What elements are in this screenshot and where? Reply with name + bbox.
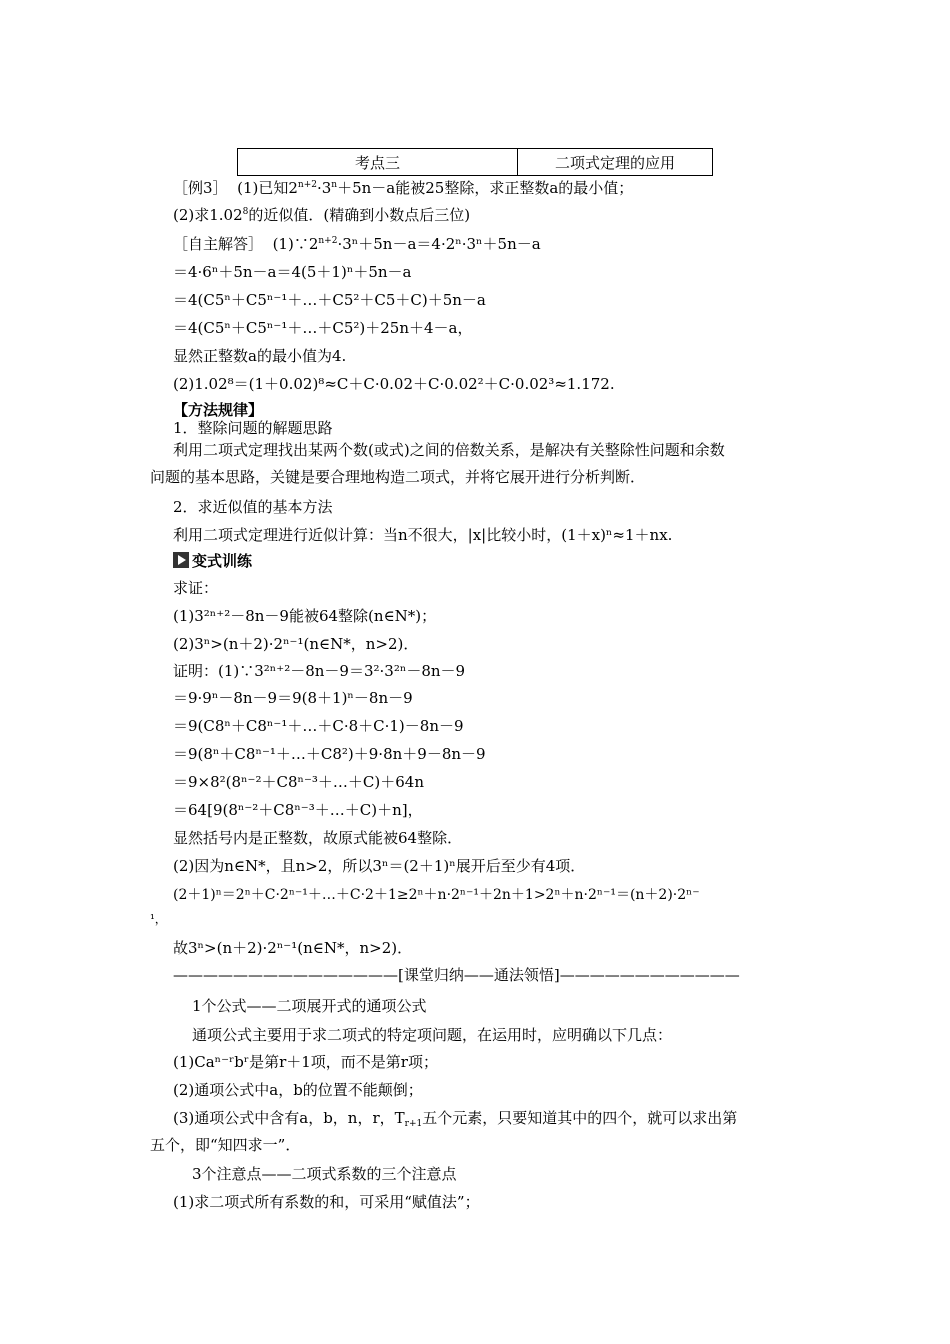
method-p1-line1: 利用二项式定理找出某两个数(或式)之间的倍数关系，是解决有关整除性问题和余数 [173,441,725,459]
summary-point-3-cont: 五个，即“知四求一”． [150,1136,301,1154]
example-question-2 [173,205,470,225]
solution-line-5: 显然正整数a的最小值为4. [173,347,347,365]
solution-line-2: ＝4·6ⁿ＋5n－a＝4(5＋1)ⁿ＋5n－a [173,263,412,281]
variant-item-1: (1)3²ⁿ⁺²－8n－9能被64整除(n∈N*)； [173,607,437,625]
variant-prove: 求证： [173,579,219,597]
proof-line-5: ＝9×8²(8ⁿ⁻²＋C8ⁿ⁻³＋…＋C)＋64n [173,773,425,791]
topic-title: 二项式定理的应用 [554,153,675,172]
summary-formula-intro: 通项公式主要用于求二项式的特定项问题，在运用时，应明确以下几点： [192,1026,673,1044]
proof-line-2: ＝9·9ⁿ－8n－9＝9(8＋1)ⁿ－8n－9 [173,689,413,707]
summary-formula-title: 1个公式——二项展开式的通项公式 [192,997,427,1015]
method-p2-line: 利用二项式定理进行近似计算：当n不很大，|x|比较小时，(1＋x)ⁿ≈1＋nx. [173,526,673,544]
solution-line-1-rest: ·3ⁿ＋5n－a＝4·2ⁿ·3ⁿ＋5n－a [337,235,541,253]
proof-line-9: (2＋1)ⁿ＝2ⁿ＋C·2ⁿ⁻¹＋…＋C·2＋1≥2ⁿ＋n·2ⁿ⁻¹＋2n＋1>2ⁿ＋n·2ⁿ⁻¹＝(n＋2)·2ⁿ⁻ [173,887,700,903]
play-triangle-icon [173,552,189,568]
example-q1-tail: ＋5n－a能被25整除，求正整数a的最小值； [337,179,634,197]
method-title: 【方法规律】 [173,401,264,419]
proof-line-6: ＝64[9(8ⁿ⁻²＋C8ⁿ⁻³＋…＋C)＋n]， [173,801,423,819]
summary-point-3-tail: 五个元素，只要知道其中的四个，就可以求出第 [422,1109,738,1127]
method-p1-line2: 问题的基本思路，关键是要合理地构造二项式，并将它展开进行分析判断． [150,468,646,486]
proof-line-3: ＝9(C8ⁿ＋C8ⁿ⁻¹＋…＋C·8＋C·1)－8n－9 [173,717,464,735]
proof-line-7: 显然括号内是正整数，故原式能被64整除． [173,829,463,847]
summary-point-3-start: (3)通项公式中含有a，b，n，r，T [173,1109,405,1127]
proof-line-10: ¹， [150,912,167,926]
variant-item-2: (2)3ⁿ>(n＋2)·2ⁿ⁻¹(n∈N*，n>2)． [173,635,419,653]
variant-title [173,551,252,571]
proof-line-4: ＝9(8ⁿ＋C8ⁿ⁻¹＋…＋C8²)＋9·8n＋9－8n－9 [173,745,486,763]
example-q2-tail: 的近似值．(精确到小数点后三位) [248,206,471,224]
topic-header-table [237,148,713,176]
solution-line-4: ＝4(C5ⁿ＋C5ⁿ⁻¹＋…＋C5²)＋25n＋4－a， [173,319,473,337]
example-question-1 [173,178,633,198]
topic-label: 考点三 [238,149,518,175]
solution-line-1: ［自主解答］ $(1)\because 2^{n+2}\cdot 3^n+5n-a=4\cdot 2^n\cdot 3^n+5n-a$ [173,235,541,253]
summary-point-3 [173,1108,737,1128]
example-tag: ［例3］ [173,179,228,197]
proof-line-8: (2)因为n∈N*，且n>2，所以3ⁿ＝(2＋1)ⁿ展开后至少有4项． [173,857,586,875]
solution-line-6: (2)1.02⁸＝(1＋0.02)⁸≈C＋C·0.02＋C·0.02²＋C·0.02³≈1.172. [173,375,615,393]
solution-line-1-start: (1)∵2 [272,235,319,253]
example-q2-text: (2)求1.02 [173,206,243,224]
proof-line-11: 故3ⁿ>(n＋2)·2ⁿ⁻¹(n∈N*，n>2)． [173,939,413,957]
summary-point-3-sub: r+1 [404,1119,423,1129]
solution-line-3: ＝4(C5ⁿ＋C5ⁿ⁻¹＋…＋C5²＋C5＋C)＋5n－a [173,291,486,309]
summary-point-1: (1)Caⁿ⁻ʳbʳ是第r＋1项，而不是第r项； [173,1053,438,1071]
proof-line-1: 证明：(1)∵3²ⁿ⁺²－8n－9＝3²·3²ⁿ－8n－9 [173,662,466,680]
method-p1-title: 1．整除问题的解题思路 [173,419,333,437]
method-p2-title: 2．求近似值的基本方法 [173,498,333,516]
solution-tag: ［自主解答］ [173,235,264,253]
example-q1-text: (1)已知2 [237,179,298,197]
summary-point-2: (2)通项公式中a，b的位置不能颠倒； [173,1081,423,1099]
summary-notes-title: 3个注意点——二项式系数的三个注意点 [192,1165,457,1183]
example-q1-sup: n+2 [297,180,317,190]
example-q2-sup: 8 [242,207,249,217]
summary-divider: ———————————————[课堂归纳——通法领悟]———————————— [173,966,740,984]
example-q1-rest: ·3 [316,179,332,197]
summary-note-1: (1)求二项式所有系数的和，可采用“赋值法”； [173,1193,480,1211]
example-q1-sup2: n [331,180,338,190]
variant-title-label: 变式训练 [192,552,253,570]
